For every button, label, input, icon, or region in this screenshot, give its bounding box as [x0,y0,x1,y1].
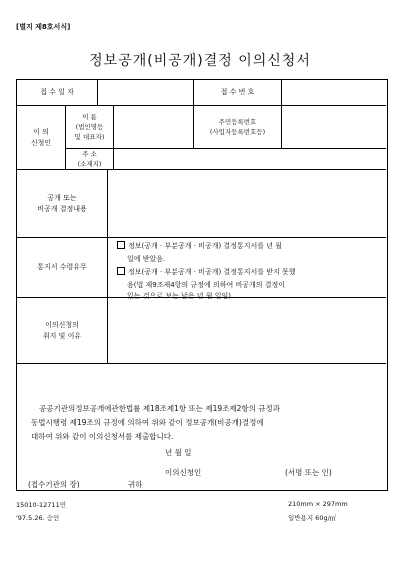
statement-line-1: 공공기관의정보공개에관한법률 제18조제1항 또는 제19조제2항의 규정과 [39,404,281,413]
option-not-received-text: 정보(공개 · 부분공개 · 비공개) 결정통지서를 받지 못했 [128,268,296,276]
statement-line-3: 대하여 위와 같이 이의신청서를 제출합니다. [31,432,174,441]
reason-label: 이의신청의 취지 및 이유 [42,320,82,340]
honorific-label: 귀하 [128,480,143,489]
option-received-cont: 일에 받았음. [127,255,166,263]
paper-type: 일반용지 60g/㎡ [288,514,337,522]
decision-content-field[interactable] [108,170,386,237]
date-line: 년 월 일 [165,448,192,457]
recipient-label: (접수기관의 장) [28,480,80,489]
reason-field[interactable] [108,298,386,363]
option-received[interactable] [117,240,282,253]
applicant-label: 이 의 신청인 [30,127,52,147]
approval-date: '97.5.26. 승인 [16,514,60,522]
checkbox-icon[interactable] [117,241,125,249]
regno-label: 주민등록번호 (사업자등록번호등) [209,118,266,136]
form-number: [별지 제8호서식] [16,23,71,31]
application-form-table [16,79,388,491]
option-received-text: 정보(공개 · 부분공개 · 비공개) 결정통지서를 년 월 [128,242,282,250]
option-not-received[interactable] [117,266,296,279]
option-not-received-cont1: 음(법 제9조제4항의 규정에 의하여 비공개의 결정이 [127,281,286,289]
statement-line-2: 동법시행령 제19조의 규정에 의하여 위와 같이 정보공개(비공개)결정에 [31,418,264,427]
page-title: 정보공개(비공개)결정 이의신청서 [89,53,311,69]
receipt-no-label: 접 수 번 호 [220,88,255,96]
paper-size: 210mm × 297mm [288,500,348,508]
option-not-received-cont2: 있는 것으로 보는 날은 년 월 일임). [127,292,234,300]
applicant-sign-label: 이의신청인 [165,468,202,477]
form-code: 15010-12711민 [16,501,66,509]
address-field[interactable] [114,149,386,169]
name-field[interactable] [114,106,193,148]
receipt-no-field[interactable] [282,80,386,105]
regno-field[interactable] [282,106,386,148]
receipt-date-label: 접 수 일 자 [40,88,74,96]
address-label: 주 소 (소재지) [77,150,102,168]
sign-label: (서명 또는 인) [285,468,332,477]
checkbox-icon[interactable] [117,267,125,275]
decision-content-label: 공개 또는 비공개 결정내용 [37,193,87,213]
notice-receipt-label: 통지서 수령유무 [37,263,87,271]
receipt-date-field[interactable] [98,80,193,105]
name-label: 이 름 (법인명등 및 대표자) [74,113,105,141]
